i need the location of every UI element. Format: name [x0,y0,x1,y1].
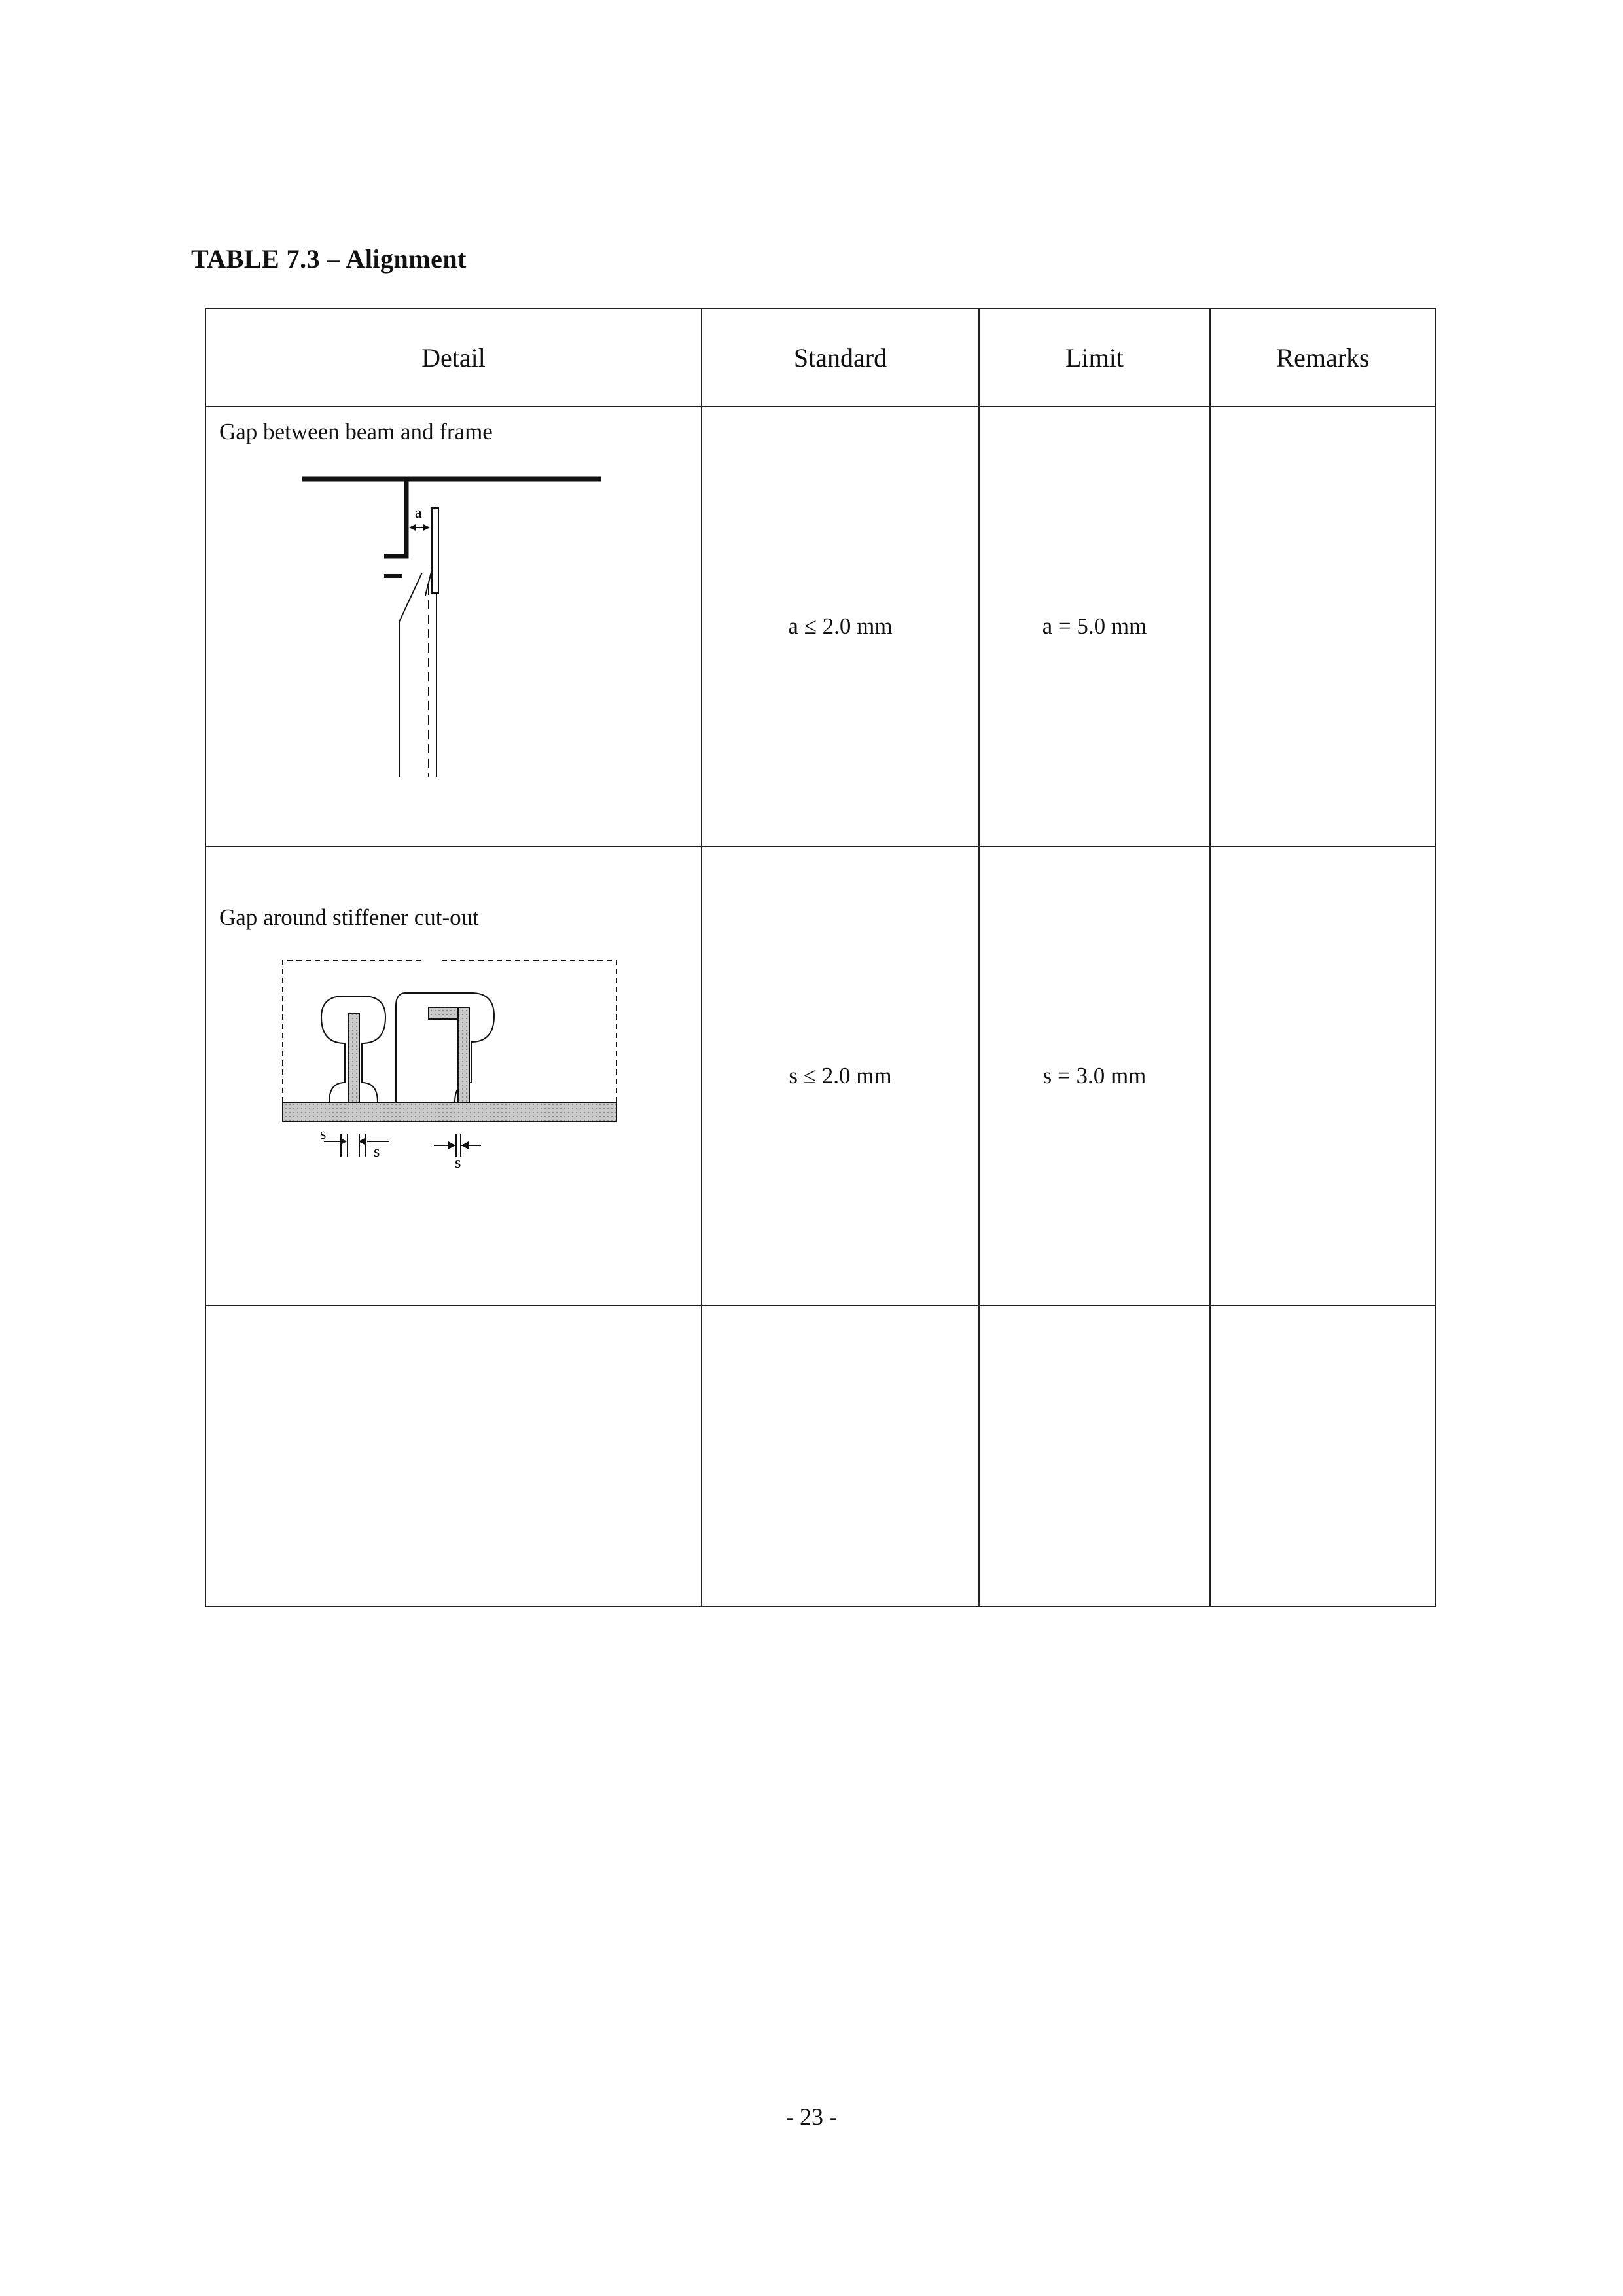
standard-cell: a ≤ 2.0 mm [702,406,979,846]
limit-cell: a = 5.0 mm [979,406,1210,846]
beam-frame-gap-figure [206,445,702,785]
alignment-table [205,308,1436,1607]
detail-caption: Gap between beam and frame [219,419,493,444]
header-limit: Limit [979,308,1210,406]
figure-label-s-left2: s [374,1143,380,1160]
page-number: - 23 - [786,2104,837,2130]
detail-caption: Gap around stiffener cut-out [219,905,479,930]
remarks-cell [1210,1306,1436,1607]
limit-cell [979,1306,1210,1607]
remarks-cell [1210,406,1436,846]
figure-label-s-left: s [320,1126,327,1143]
figure-label-s-right: s [455,1155,461,1172]
detail-cell [205,1306,702,1607]
table-row [205,406,1436,846]
detail-cell [205,846,702,1306]
remarks-cell [1210,846,1436,1306]
standard-cell [702,1306,979,1607]
header-detail: Detail [205,308,702,406]
figure-label-a: a [415,505,422,522]
header-row [205,308,1436,406]
limit-cell: s = 3.0 mm [979,846,1210,1306]
detail-cell [205,406,702,846]
table-row [205,1306,1436,1607]
table-row [205,846,1436,1306]
standard-cell: s ≤ 2.0 mm [702,846,979,1306]
header-remarks: Remarks [1210,308,1436,406]
header-standard: Standard [702,308,979,406]
table-title: TABLE 7.3 – Alignment [191,244,467,274]
stiffener-cutout-figure [206,931,702,1271]
